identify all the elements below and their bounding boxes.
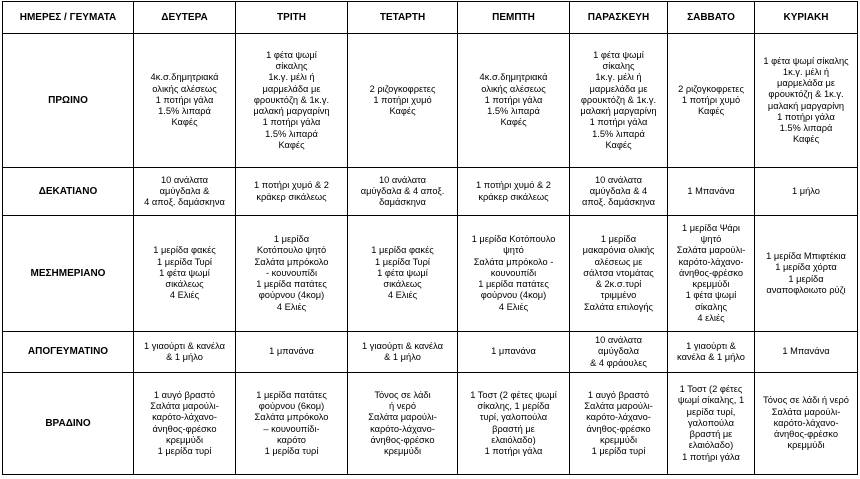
cell-dinner-friday: 1 αυγό βραστό Σαλάτα μαρούλι- καρότο-λάχανο- άνηθος-φρέσκο κρεμμύδι 1 μερίδα τυρί bbox=[570, 373, 668, 475]
header-saturday: ΣΑΒΒΑΤΟ bbox=[668, 2, 755, 34]
cell-afternoon-snack-sunday: 1 Μπανάνα bbox=[755, 332, 858, 373]
header-monday: ΔΕΥΤΕΡΑ bbox=[134, 2, 236, 34]
cell-lunch-wednesday: 1 μερίδα φακές 1 μερίδα Τυρί 1 φέτα ψωμί σικάλεως 4 Ελιές bbox=[348, 216, 458, 332]
cell-morning-snack-tuesday: 1 ποτήρι χυμό & 2 κράκερ σικάλεως bbox=[236, 168, 348, 216]
row-label-breakfast: ΠΡΩΙΝΟ bbox=[3, 34, 134, 168]
header-row bbox=[3, 2, 858, 34]
cell-afternoon-snack-wednesday: 1 γιαούρτι & κανέλα & 1 μήλο bbox=[348, 332, 458, 373]
row-label-dinner: ΒΡΑΔΙΝΟ bbox=[3, 373, 134, 475]
row-label-lunch: ΜΕΣΗΜΕΡΙΑΝΟ bbox=[3, 216, 134, 332]
cell-dinner-tuesday: 1 μερίδα πατάτες φούρνου (6κομ) Σαλάτα μπρόκολο – κουνουπίδι- καρότο 1 μερίδα τυρί bbox=[236, 373, 348, 475]
row-label-morning-snack: ΔΕΚΑΤΙΑΝΟ bbox=[3, 168, 134, 216]
cell-morning-snack-monday: 10 ανάλατα αμύγδαλα & 4 αποξ. δαμάσκηνα bbox=[134, 168, 236, 216]
cell-breakfast-wednesday: 2 ριζογκοφρετες 1 ποτήρι χυμό Καφές bbox=[348, 34, 458, 168]
cell-breakfast-monday: 4κ.σ.δημητριακά ολικής αλέσεως 1 ποτήρι γάλα 1.5% λιπαρά Καφές bbox=[134, 34, 236, 168]
cell-dinner-monday: 1 αυγό βραστό Σαλάτα μαρούλι- καρότο-λάχανο- άνηθος-φρέσκο κρεμμύδι 1 μερίδα τυρί bbox=[134, 373, 236, 475]
cell-morning-snack-wednesday: 10 ανάλατα αμύγδαλα & 4 αποξ. δαμάσκηνα bbox=[348, 168, 458, 216]
cell-lunch-thursday: 1 μερίδα Κοτόπουλο ψητό Σαλάτα μπρόκολο - κουνουπίδι 1 μερίδα πατάτες φούρνου (4κομ) 4 Ελιές bbox=[458, 216, 570, 332]
header-sunday: ΚΥΡΙΑΚΗ bbox=[755, 2, 858, 34]
cell-dinner-sunday: Τόνος σε λάδι ή νερό Σαλάτα μαρούλι- καρότο-λάχανο- άνηθος-φρέσκο κρεμμύδι bbox=[755, 373, 858, 475]
table-row-breakfast bbox=[3, 34, 858, 168]
cell-lunch-monday: 1 μερίδα φακές 1 μερίδα Τυρί 1 φέτα ψωμί σικάλεως 4 Ελιές bbox=[134, 216, 236, 332]
table-row-morning-snack bbox=[3, 168, 858, 216]
table-row-lunch bbox=[3, 216, 858, 332]
cell-afternoon-snack-thursday: 1 μπανάνα bbox=[458, 332, 570, 373]
table-row-dinner bbox=[3, 373, 858, 475]
cell-lunch-friday: 1 μερίδα μακαρόνια ολικής αλέσεως με σάλτσα ντομάτας & 2κ.σ.τυρί τριμμένο Σαλάτα επιλογής bbox=[570, 216, 668, 332]
header-wednesday: ΤΕΤΑΡΤΗ bbox=[348, 2, 458, 34]
cell-afternoon-snack-monday: 1 γιαούρτι & κανέλα & 1 μήλο bbox=[134, 332, 236, 373]
cell-afternoon-snack-tuesday: 1 μπανάνα bbox=[236, 332, 348, 373]
header-friday: ΠΑΡΑΣΚΕΥΗ bbox=[570, 2, 668, 34]
table-row-afternoon-snack bbox=[3, 332, 858, 373]
cell-morning-snack-saturday: 1 Μπανάνα bbox=[668, 168, 755, 216]
header-thursday: ΠΕΜΠΤΗ bbox=[458, 2, 570, 34]
cell-breakfast-tuesday: 1 φέτα ψωμί σίκαλης 1κ.γ. μέλι ή μαρμελάδα με φρουκτόζη & 1κ.γ. μαλακή μαργαρίνη 1 ποτήρι γάλα 1.5% λιπαρά Καφές bbox=[236, 34, 348, 168]
cell-dinner-wednesday: Τόνος σε λάδι ή νερό Σαλάτα μαρούλι- καρότο-λάχανο- άνηθος-φρέσκο κρεμμύδι bbox=[348, 373, 458, 475]
cell-dinner-thursday: 1 Τοστ (2 φέτες ψωμί σίκαλης, 1 μερίδα τυρί, γαλοπούλα βραστή με ελαιόλαδο) 1 ποτήρι γάλα bbox=[458, 373, 570, 475]
cell-dinner-saturday: 1 Τοστ (2 φέτες ψωμί σίκαλης, 1 μερίδα τυρί, γαλοπούλα βραστή με ελαιόλαδο) 1 ποτήρι γάλα bbox=[668, 373, 755, 475]
cell-breakfast-sunday: 1 φέτα ψωμί σίκαλης 1κ.γ. μέλι ή μαρμελάδα με φρουκτόζη & 1κ.γ. μαλακή μαργαρίνη 1 ποτήρι γάλα 1.5% λιπαρά Καφές bbox=[755, 34, 858, 168]
cell-afternoon-snack-saturday: 1 γιαούρτι & κανέλα & 1 μήλο bbox=[668, 332, 755, 373]
cell-morning-snack-thursday: 1 ποτήρι χυμό & 2 κράκερ σικάλεως bbox=[458, 168, 570, 216]
cell-lunch-saturday: 1 μερίδα Ψάρι ψητό Σαλάτα μαρούλι- καρότο-λάχανο- άνηθος-φρέσκο κρεμμύδι 1 φέτα ψωμί σίκαλης 4 ελιές bbox=[668, 216, 755, 332]
cell-lunch-sunday: 1 μερίδα Μπιφτέκια 1 μερίδα χόρτα 1 μερίδα αναποφλοιωτο ρύζι bbox=[755, 216, 858, 332]
cell-lunch-tuesday: 1 μερίδα Κοτόπουλο ψητό Σαλάτα μπρόκολο - κουνουπίδι 1 μερίδα πατάτες φούρνου (4κομ) 4 Ελιές bbox=[236, 216, 348, 332]
header-tuesday: ΤΡΙΤΗ bbox=[236, 2, 348, 34]
cell-breakfast-thursday: 4κ.σ.δημητριακά ολικής αλέσεως 1 ποτήρι γάλα 1.5% λιπαρά Καφές bbox=[458, 34, 570, 168]
cell-morning-snack-friday: 10 ανάλατα αμύγδαλα & 4 αποξ. δαμάσκηνα bbox=[570, 168, 668, 216]
cell-morning-snack-sunday: 1 μήλο bbox=[755, 168, 858, 216]
meal-plan-table bbox=[2, 1, 858, 475]
row-label-afternoon-snack: ΑΠΟΓΕΥΜΑΤΙΝΟ bbox=[3, 332, 134, 373]
cell-afternoon-snack-friday: 10 ανάλατα αμύγδαλα & 4 φράουλες bbox=[570, 332, 668, 373]
header-days-meals: ΗΜΕΡΕΣ / ΓΕΥΜΑΤΑ bbox=[3, 2, 134, 34]
cell-breakfast-saturday: 2 ριζογκοφρετες 1 ποτήρι χυμό Καφές bbox=[668, 34, 755, 168]
cell-breakfast-friday: 1 φέτα ψωμί σίκαλης 1κ.γ. μέλι ή μαρμελάδα με φρουκτόζη & 1κ.γ. μαλακή μαργαρίνη 1 ποτήρι γάλα 1.5% λιπαρά Καφές bbox=[570, 34, 668, 168]
